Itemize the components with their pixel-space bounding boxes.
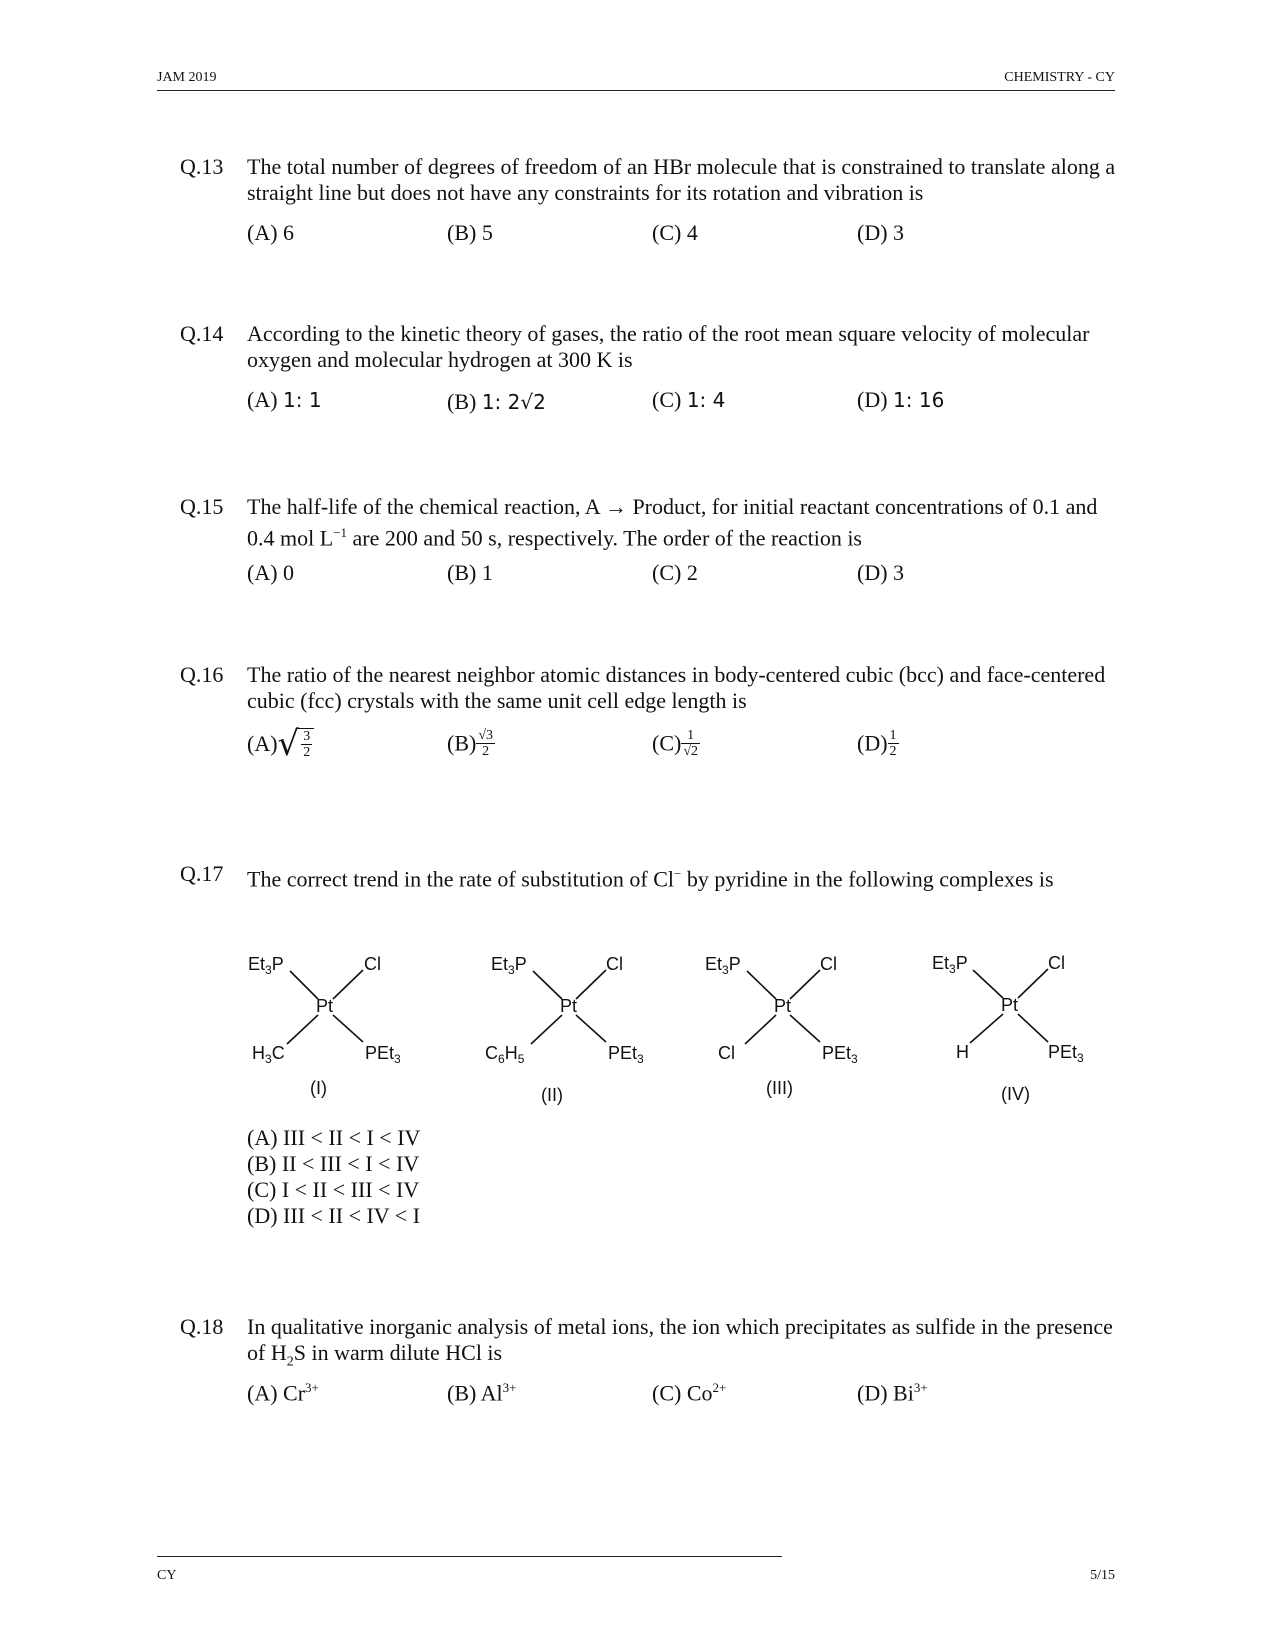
option-c: (C) $Co^{2+}$ <box>652 1380 727 1406</box>
option-d: (D) 3 <box>857 560 905 585</box>
page-header <box>157 70 1115 91</box>
option-b: (B) 5 <box>447 220 493 245</box>
option-label: (D) <box>857 387 888 412</box>
option-value: 1: 4 <box>686 388 726 412</box>
ligand-top-left: $Et_3P$ <box>932 953 968 976</box>
question-text: According to the kinetic theory of gases, the ratio of the root mean square velocity of molecular oxygen and molecular hydrogen at 300 K is <box>247 321 1090 372</box>
option-label: (B) <box>447 730 477 756</box>
option-a: (A) 6 <box>247 220 295 245</box>
metal-center: Pt <box>560 996 578 1016</box>
ligand-bottom-right: PEt$_3$ <box>1048 1042 1084 1065</box>
footer-rule <box>157 1556 782 1557</box>
question-number: Q.15 <box>180 494 224 519</box>
ligand-top-right: Cl <box>606 954 623 974</box>
option-label: (D) <box>857 730 888 756</box>
fraction: $\frac{√3}{2}$ <box>478 728 494 759</box>
question-number: Q.17 <box>180 861 224 886</box>
option-value: 1: 1 <box>283 388 322 412</box>
option-a: (A) III < II < I < IV <box>247 1125 421 1150</box>
question-text: The total number of degrees of freedom of an HBr molecule that is constrained to translate along a straight line but does not have any constraints for its rotation and vibration is <box>247 154 1116 205</box>
option-c <box>652 728 700 759</box>
header-exam: JAM 2019 <box>157 70 217 85</box>
option-b <box>447 389 546 415</box>
option-label: (C) <box>652 387 682 412</box>
option-b <box>447 728 495 759</box>
question-number: Q.14 <box>180 321 224 346</box>
question-number: Q.18 <box>180 1314 224 1339</box>
option-label: (C) <box>652 730 682 756</box>
ligand-bottom-left: $C_6H_5$ <box>485 1043 525 1066</box>
option-label: (A) <box>247 731 278 756</box>
ligand-bottom-right: PEt$_3$ <box>608 1043 644 1066</box>
ligand-top-left: $Et_3P$ <box>248 954 284 977</box>
option-value: 1: 16 <box>893 388 945 412</box>
ligand-top-right: Cl <box>820 954 837 974</box>
metal-center: Pt <box>774 996 792 1016</box>
question-text: The correct trend in the rate of substitution of Cl− by pyridine in the following complexes is <box>247 866 1054 892</box>
option-d <box>857 728 899 759</box>
option-value: 1: 2√2 <box>481 390 546 414</box>
question-text: The ratio of the nearest neighbor atomic distances in body-centered cubic (bcc) and face-centered cubic (fcc) crystals with the same unit cell edge length is <box>247 662 1106 713</box>
option-a: (A) 0 <box>247 560 295 585</box>
page-number: 5/15 <box>1090 1568 1115 1583</box>
sqrt-fraction: √ $\frac{3}{2}$ <box>278 724 315 764</box>
header-subject: CHEMISTRY - CY <box>1004 70 1115 85</box>
question-text: The half-life of the chemical reaction, A → Product, for initial reactant concentrations of 0.1 and 0.4 mol $L^{-1}$ are 200 and 50 s, respectively. The order of the reaction is <box>247 494 1098 551</box>
ligand-top-left: $Et_3P$ <box>491 954 527 977</box>
option-label: (B) <box>447 389 477 414</box>
ligand-top-left: $Et_3P$ <box>705 954 741 977</box>
complex-label: (I) <box>310 1078 327 1098</box>
option-b: (B) $Al^{3+}$ <box>447 1380 517 1406</box>
option-a: (A) $Cr^{3+}$ <box>247 1380 319 1406</box>
option-a <box>247 724 314 764</box>
ligand-bottom-left: $H_3C$ <box>252 1043 285 1066</box>
footer-code: CY <box>157 1568 177 1583</box>
option-a <box>247 387 322 413</box>
ligand-bottom-left: H <box>956 1042 969 1062</box>
ligand-bottom-right: PEt$_3$ <box>822 1043 858 1066</box>
option-c: (C) 2 <box>652 560 698 585</box>
ligand-bottom-right: PEt$_3$ <box>365 1043 401 1066</box>
ligand-bottom-left: Cl <box>718 1043 735 1063</box>
metal-center: Pt <box>1001 995 1019 1015</box>
metal-center: Pt <box>316 996 334 1016</box>
option-c <box>652 387 725 413</box>
option-c: (C) 4 <box>652 220 698 245</box>
question-number: Q.16 <box>180 662 224 687</box>
option-d: (D) 3 <box>857 220 905 245</box>
option-d: (D) III < II < IV < I <box>247 1203 421 1228</box>
ligand-top-right: Cl <box>364 954 381 974</box>
fraction: $\frac{1}{2}$ <box>889 728 897 759</box>
q17-options <box>247 1125 420 1229</box>
option-d: (D) $Bi^{3+}$ <box>857 1380 928 1406</box>
complex-label: (IV) <box>1001 1084 1030 1104</box>
complex-label: (II) <box>541 1085 563 1105</box>
fraction: $\frac{1}{√2}$ <box>683 728 699 759</box>
option-label: (A) <box>247 387 278 412</box>
question-number: Q.13 <box>180 154 224 179</box>
option-b: (B) II < III < I < IV <box>247 1151 420 1176</box>
complex-label: (III) <box>766 1078 793 1098</box>
option-b: (B) 1 <box>447 560 493 585</box>
option-c: (C) I < II < III < IV <box>247 1177 420 1202</box>
ligand-top-right: Cl <box>1048 953 1065 973</box>
question-text: In qualitative inorganic analysis of metal ions, the ion which precipitates as sulfide in the presence of $H_2S$ in warm dilute HCl is <box>247 1314 1113 1370</box>
option-d <box>857 387 944 413</box>
